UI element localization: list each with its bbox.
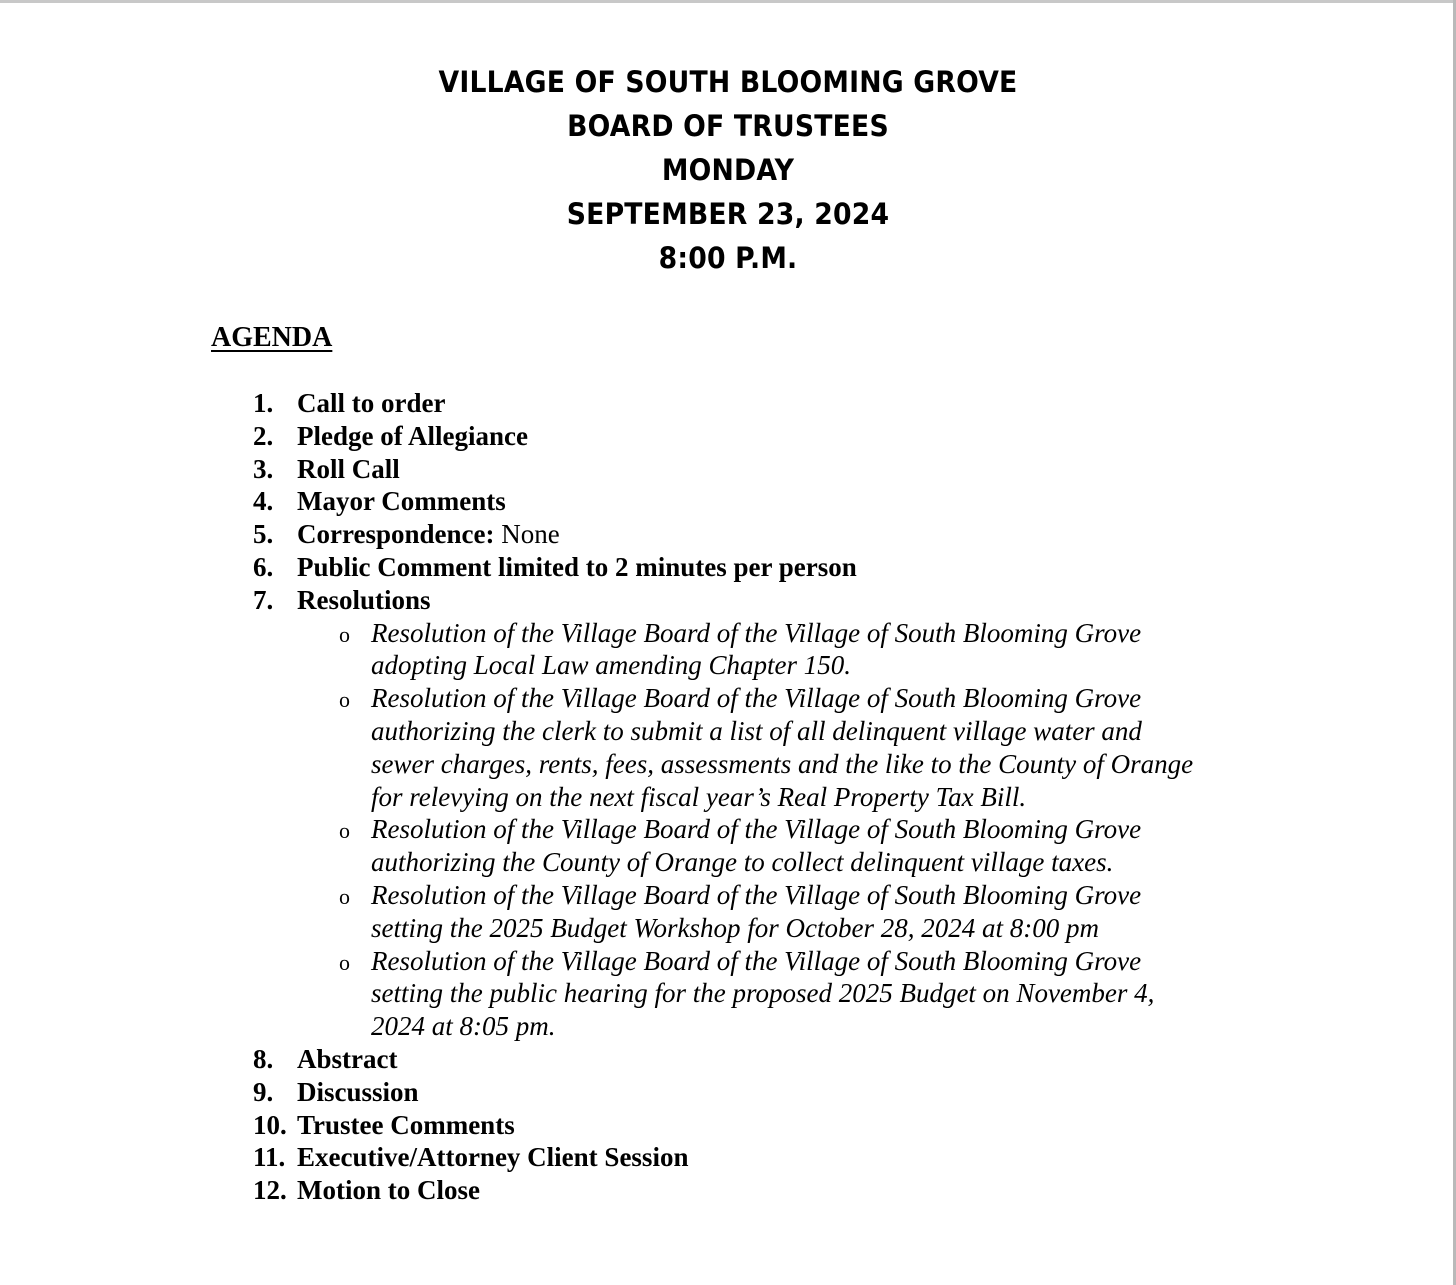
item-label: Resolutions [297,584,431,615]
bullet-icon: o [339,687,350,713]
agenda-heading: AGENDA [211,322,333,353]
resolution-text: Resolution of the Village Board of the Village of South Blooming Grove adopting Local Law amending Chapter 150. [371,617,1142,681]
item-number: 8. [253,1043,274,1074]
resolution-text: Resolution of the Village Board of the Village of South Blooming Grove setting the public hearing for the proposed 2025 Budget on November 4, 2024 at 8:05 pm. [371,945,1155,1042]
village-title: VILLAGE OF SOUTH BLOOMING GROVE [438,65,1018,99]
item-number: 7. [253,584,274,615]
item-label: Correspondence: [297,519,495,550]
item-number: 10. [253,1109,287,1140]
meeting-time: 8:00 P.M. [658,241,798,275]
item-number: 1. [253,388,274,418]
item-label: Motion to Close [297,1175,480,1206]
agenda-item [253,485,1213,518]
bullet-icon: o [339,818,350,844]
bullet-icon: o [339,949,350,975]
bullet-icon: o [339,621,350,647]
item-label: Mayor Comments [297,486,506,517]
agenda-list [253,387,1213,1207]
resolution-item [339,813,1219,879]
item-number: 11. [253,1142,286,1173]
item-label: Pledge of Allegiance [297,420,528,451]
correspondence-detail: None [494,519,560,550]
meeting-day: MONDAY [661,153,795,187]
item-label: Executive/Attorney Client Session [297,1142,689,1173]
agenda-item [253,1141,1213,1174]
item-number: 5. [253,519,274,550]
page-top-edge [0,0,1456,3]
document-header [0,60,1456,280]
item-label: Abstract [297,1043,398,1074]
agenda-item [253,518,1213,551]
item-label: Roll Call [297,453,400,484]
agenda-item [253,1043,1213,1076]
agenda-item [253,420,1213,453]
item-label: Public Comment limited to 2 minutes per person [297,551,857,582]
item-number: 4. [253,486,274,517]
item-number: 2. [253,420,274,451]
agenda-item [253,387,1213,420]
resolution-item [339,945,1219,1043]
item-label: Discussion [297,1076,419,1107]
meeting-date: SEPTEMBER 23, 2024 [566,197,890,231]
agenda-item [253,1076,1213,1109]
resolutions-list [339,617,1219,1043]
item-label: Trustee Comments [297,1109,515,1140]
resolution-item [339,879,1219,945]
resolution-text: Resolution of the Village Board of the Village of South Blooming Grove authorizing the County of Orange to collect delinquent village taxes. [371,814,1142,878]
agenda-item [253,453,1213,486]
item-label: Call to order [297,388,446,418]
item-number: 12. [253,1175,287,1206]
item-number: 6. [253,551,274,582]
resolution-item [339,682,1219,813]
item-number: 9. [253,1076,274,1107]
agenda-item [253,1109,1213,1142]
item-number: 3. [253,453,274,484]
bullet-icon: o [339,883,350,909]
agenda-item [253,1174,1213,1207]
resolution-text: Resolution of the Village Board of the Village of South Blooming Grove setting the 2025 Budget Workshop for October 28, 2024 at 8:00 pm [371,879,1142,943]
resolution-text: Resolution of the Village Board of the Village of South Blooming Grove authorizing the clerk to submit a list of all delinquent village water and sewer charges, rents, fees, assessments and the like to the County of Orange for relevying on the next fiscal year’s Real Property Tax Bill. [371,683,1194,812]
resolution-item [339,617,1219,683]
board-title: BOARD OF TRUSTEES [567,109,889,143]
agenda-item [253,551,1213,584]
agenda-item [253,584,1213,617]
